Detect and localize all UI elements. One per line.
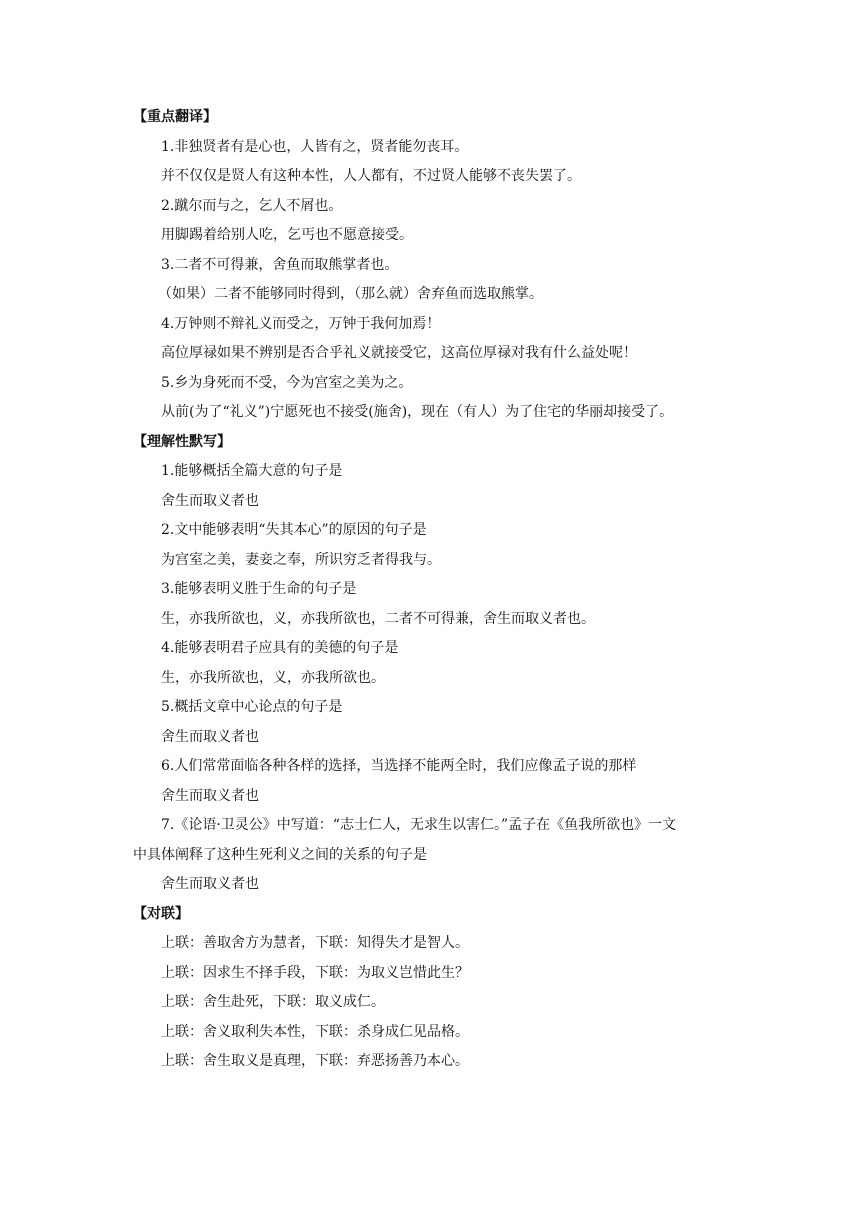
- couplet-line: 上联：舍生取义是真理，下联：弃恶扬善乃本心。: [161, 1053, 469, 1069]
- dictation-line: 生，亦我所欲也，义，亦我所欲也，二者不可得兼，舍生而取义者也。: [161, 610, 595, 627]
- dictation-line: 2.文中能够表明“失其本心”的原因的句子是: [161, 522, 427, 538]
- couplet-line: 上联：舍生赴死，下联：取义成仁。: [161, 994, 385, 1010]
- dictation-line: 1.能够概括全篇大意的句子是: [161, 463, 343, 479]
- dictation-line: 5.概括文章中心论点的句子是: [161, 699, 343, 715]
- section-heading-dictation: 【理解性默写】: [133, 433, 231, 450]
- couplet-line: 上联：舍义取利失本性，下联：杀身成仁见品格。: [161, 1023, 469, 1040]
- translation-line: 从前(为了“礼义”)宁愿死也不接受(施舍)，现在（有人）为了住宅的华丽却接受了。: [161, 404, 674, 420]
- dictation-line: 为宫室之美，妻妾之奉，所识穷乏者得我与。: [161, 551, 441, 568]
- document-body: [133, 103, 753, 1077]
- translation-line: 3.二者不可得兼，舍鱼而取熊掌者也。: [161, 256, 399, 273]
- translation-line: 用脚踢着给别人吃，乞丐也不愿意接受。: [161, 227, 413, 243]
- dictation-line: 7.《论语·卫灵公》中写道：“志士仁人，无求生以害仁。”孟子在《鱼我所欲也》一文: [161, 817, 677, 833]
- dictation-line: 6.人们常常面临各种各样的选择，当选择不能两全时，我们应像孟子说的那样: [161, 758, 637, 774]
- dictation-line: 3.能够表明义胜于生命的句子是: [161, 581, 357, 597]
- translation-line: 5.乡为身死而不受，今为宫室之美为之。: [161, 374, 413, 391]
- translation-line: 高位厚禄如果不辨别是否合乎礼义就接受它，这高位厚禄对我有什么益处呢！: [161, 345, 637, 361]
- section-heading-translation: 【重点翻译】: [133, 109, 217, 125]
- couplet-line: 上联：因求生不择手段，下联：为取义岂惜此生？: [161, 964, 469, 981]
- dictation-line-continuation: 中具体阐释了这种生死利义之间的关系的句子是: [133, 846, 427, 863]
- dictation-line: 4.能够表明君子应具有的美德的句子是: [161, 640, 399, 656]
- translation-line: 2.蹴尔而与之，乞人不屑也。: [161, 197, 343, 214]
- dictation-line: 舍生而取义者也: [161, 492, 259, 509]
- translation-line: 并不仅仅是贤人有这种本性，人人都有，不过贤人能够不丧失罢了。: [161, 168, 581, 184]
- translation-line: 1.非独贤者有是心也，人皆有之，贤者能勿丧耳。: [161, 138, 469, 155]
- translation-line: 4.万钟则不辩礼义而受之，万钟于我何加焉！: [161, 315, 441, 332]
- section-heading-couplets: 【对联】: [133, 905, 189, 922]
- dictation-line: 舍生而取义者也: [161, 787, 259, 804]
- dictation-line: 舍生而取义者也: [161, 728, 259, 745]
- dictation-line: 舍生而取义者也: [161, 876, 259, 892]
- dictation-line: 生，亦我所欲也，义，亦我所欲也。: [161, 669, 385, 686]
- translation-line: （如果）二者不能够同时得到，（那么就）舍弃鱼而选取熊掌。: [158, 286, 543, 302]
- couplet-line: 上联：善取舍方为慧者，下联：知得失才是智人。: [161, 935, 469, 951]
